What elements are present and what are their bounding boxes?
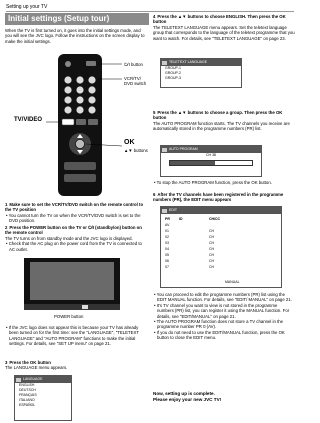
teletext-group-option[interactable]: GROUP-1 [165,66,181,70]
manual-button[interactable]: MANUAL [225,280,240,284]
standby-button-label: ⏻/I button [124,62,143,67]
running-header: Setting up your TV [6,4,48,10]
step-5-body: The AUTO PROGRAM function starts. The TV channels you receive are automatically stored in the programme numbers (PR) list. [153,120,290,132]
step-3-body: The LANGUAGE menu appears. [5,365,68,371]
edit-cell: CH [209,265,215,269]
edit-cell [179,264,209,270]
step-2 [5,225,147,252]
arrow-buttons-label: ▲▼ buttons [124,148,148,153]
auto-program-title: AUTO PROGRAM [169,147,198,151]
edit-cell: 05 [165,253,169,257]
step-4-title: Press the ▲▼ buttons to choose ENGLISH. Then press the OK button [153,14,286,25]
teletext-group-option[interactable]: GROUP-2 [165,71,181,75]
step-2-number: 2 [5,225,8,230]
menu-icon [162,148,167,152]
step-1 [5,202,147,224]
completion-message: Now, setting up is complete. Please enjoy your new JVC TV! [153,391,222,402]
tv-illustration [22,256,122,312]
edit-cell: CH [209,253,215,257]
edit-cell: 01 [165,229,169,233]
ok-label: OK [124,139,135,146]
language-option[interactable]: ITALIANO [19,398,35,402]
tv-video-label: TV/VIDEO [14,117,43,123]
teletext-language-menu [160,58,242,88]
progress-fill [170,161,215,165]
language-menu-title: LANGUAGE [23,377,43,381]
step-5 [153,110,295,132]
edit-cell: CH/CC [209,217,221,221]
language-option[interactable]: ENGLISH [19,383,35,387]
step-1-bullet: • You cannot turn the TV on when the VCR/TV/DVD switch is set to the DVD position. [6,212,141,224]
step-5-number: 5 [153,110,156,115]
step-6-title: After the TV channels have been registered in the programme numbers (PR), the EDIT menu appears [153,192,284,203]
edit-cell: PR [165,217,170,221]
edit-cell: 06 [165,259,169,263]
step-4-body: The TELETEXT LANGUAGE menu appears. Set the teletext language group that corresponds to the language of the teletext programme that you want to watch. For details, see "TELETEXT LANGUAGE" on page 23. [153,24,295,41]
edit-cell: CH [209,235,215,239]
edit-table [161,214,281,272]
step-3-number: 3 [5,360,8,365]
edit-cell: CH [209,259,215,263]
step-5-title: Press the ▲▼ buttons to choose a group. Then press the OK button [153,110,283,121]
edit-menu [160,206,282,288]
intro-text: When the TV is first turned on, it goes into the initial settings mode, and you will see the JVC logo. Follow the instructions on the screen display to make the initial settings. [5,28,145,44]
step-3-title: Press the OK button [9,360,51,365]
section-title: Initial settings (Setup tour) [5,13,149,25]
menu-icon [162,61,167,65]
step-1-number: 1 [5,202,8,207]
edit-cell: 07 [165,265,169,269]
edit-cell: CH [209,241,215,245]
language-option[interactable]: FRANÇAIS [19,393,37,397]
menu-icon [162,209,167,213]
auto-program-screen [160,145,262,177]
language-option[interactable]: ESPAÑOL [19,403,36,407]
step-1-title: Make sure to set the VCR/TV/DVD switch on the remote control to the TV position [5,202,144,213]
step-6 [153,192,295,203]
edit-cell: CH [209,229,215,233]
step-5-bullet: • To stop the AUTO PROGRAM function, press the OK button. [154,180,272,185]
edit-cell: CH [209,247,215,251]
edit-table-row[interactable] [165,264,277,270]
edit-cell: ID [179,217,183,221]
teletext-menu-title: TELETEXT LANGUAGE [169,60,208,64]
step-6-number: 6 [153,192,156,197]
power-button-label: POWER button [54,314,84,319]
progress-bar [169,160,253,166]
step-6-bullets: • You can proceed to edit the programme numbers (PR) list using the EDIT MANUAL function. For details, see "EDIT/ MANUAL" on page 21. • It's TV channel you want to view is not stored in the programme numbers (PR) list, you can register it using the MANUAL function. For details, see "EDIT/MANUAL" on page 21. • The AUTO PROGRAM function does not store a TV channel in the programme number PR 0 (AV). • If you do not need to use the EDIT/MANUAL function, press the OK button to close the EDIT menu. [154,292,292,341]
channel-number: 38 [212,153,216,157]
step-2-bullet: • Check that the AC plug on the power cord from the TV is connected to AC outlet. [6,241,142,252]
language-menu [14,375,72,421]
step-4-number: 4 [153,14,156,19]
step-3 [5,360,147,371]
step-2-title: Press the POWER button on the TV or ⏻/I (standby/on) button on the remote control [5,225,142,236]
language-option[interactable]: DEUTSCH [19,388,36,392]
edit-cell: 04 [165,247,169,251]
edit-cell: 03 [165,241,169,245]
channel-label: CH [206,153,212,157]
edit-cell: AV [165,223,170,227]
teletext-group-option[interactable]: GROUP-3 [165,76,181,80]
edit-menu-title: EDIT [169,208,177,212]
header-rule [6,11,294,12]
step-2-note: • If the JVC logo does not appear this is because your TV has already been turned on for the first time: see the "LANGUAGE", "TELETEXT LANGUAGE" and "AUTO PROGRAM" functions to make the initial settings. For details, see "SET UP menu" on page 21. [6,325,139,347]
step-4 [153,14,295,41]
step-2-body: The TV turns on from standby mode and the JVC logo is displayed. [5,235,133,241]
vcr-switch-label: VCR/TV/ DVD switch [124,76,147,86]
edit-cell: 02 [165,235,169,239]
menu-icon [16,378,21,382]
